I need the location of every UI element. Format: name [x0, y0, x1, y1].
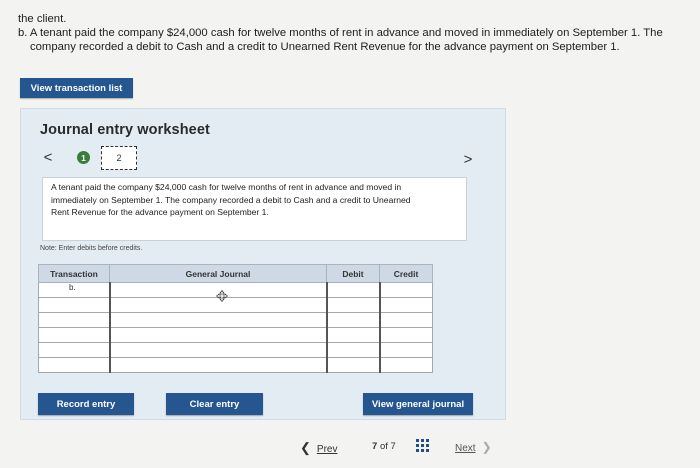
chevron-right-icon[interactable]: > — [463, 151, 473, 168]
next-label: Next — [455, 443, 476, 454]
debit-input[interactable] — [327, 358, 380, 373]
of-word: of — [379, 441, 388, 452]
transaction-cell — [39, 313, 110, 328]
view-general-journal-button[interactable]: View general journal — [363, 393, 473, 415]
header-transaction: Transaction — [39, 265, 110, 283]
journal-entry-worksheet — [20, 108, 506, 420]
transaction-cell — [39, 358, 110, 373]
credit-input[interactable] — [380, 358, 433, 373]
account-select[interactable] — [110, 358, 327, 373]
journal-header-row — [39, 265, 433, 283]
worksheet-title: Journal entry worksheet — [40, 122, 210, 138]
question-text — [18, 12, 688, 54]
credit-input[interactable] — [380, 283, 433, 298]
next-button[interactable] — [455, 440, 492, 454]
intro-line-top: the client. — [18, 13, 67, 25]
credit-input[interactable] — [380, 313, 433, 328]
transaction-cell — [39, 298, 110, 313]
transaction-description: A tenant paid the company $24,000 cash for twelve months of rent in advance and moved in immediately on September 1. The company recorded a debit to Cash and a credit to Unearned Rent Revenue for the advance payment on September 1. — [51, 182, 411, 217]
view-transaction-list-button[interactable]: View transaction list — [20, 78, 133, 98]
debit-input[interactable] — [327, 313, 380, 328]
total-pages: 7 — [390, 441, 396, 452]
prev-label: Prev — [316, 444, 338, 455]
debit-input[interactable] — [327, 298, 380, 313]
chevron-left-icon: ❮ — [300, 440, 311, 455]
page-position — [372, 441, 396, 452]
debit-input[interactable] — [327, 283, 380, 298]
transaction-description-box — [42, 177, 467, 241]
table-row — [39, 358, 433, 373]
record-entry-button[interactable]: Record entry — [38, 393, 134, 415]
credit-input[interactable] — [380, 298, 433, 313]
table-row — [39, 328, 433, 343]
account-select[interactable] — [110, 328, 327, 343]
account-select[interactable] — [110, 313, 327, 328]
header-credit: Credit — [380, 265, 433, 283]
table-row — [39, 283, 433, 298]
transaction-cell — [39, 328, 110, 343]
table-row — [39, 298, 433, 313]
grid-icon[interactable] — [416, 439, 429, 452]
account-select[interactable] — [110, 343, 327, 358]
step-2-tab[interactable]: 2 — [101, 146, 137, 170]
debit-input[interactable] — [327, 328, 380, 343]
clear-entry-button[interactable]: Clear entry — [166, 393, 263, 415]
question-item-b: b. A tenant paid the company $24,000 cash for twelve months of rent in advance and moved in immediately on September 1. The company recorded a debit to Cash and a credit to Unearned Rent Revenue for the advance payment on September 1. — [18, 27, 663, 53]
move-cursor-icon — [216, 290, 228, 302]
transaction-cell: b. — [39, 283, 110, 298]
current-page: 7 — [372, 441, 378, 452]
table-row — [39, 343, 433, 358]
credit-input[interactable] — [380, 343, 433, 358]
header-general-journal: General Journal — [110, 265, 327, 283]
step-1-indicator[interactable]: 1 — [77, 151, 90, 164]
credit-input[interactable] — [380, 328, 433, 343]
journal-table — [38, 264, 433, 373]
chevron-right-icon: ❯ — [481, 440, 492, 454]
chevron-left-icon[interactable]: < — [43, 149, 53, 166]
table-row — [39, 313, 433, 328]
entry-note: Note: Enter debits before credits. — [40, 245, 143, 252]
pagination — [300, 436, 500, 460]
debit-input[interactable] — [327, 343, 380, 358]
transaction-cell — [39, 343, 110, 358]
prev-button[interactable] — [300, 440, 337, 456]
header-debit: Debit — [327, 265, 380, 283]
